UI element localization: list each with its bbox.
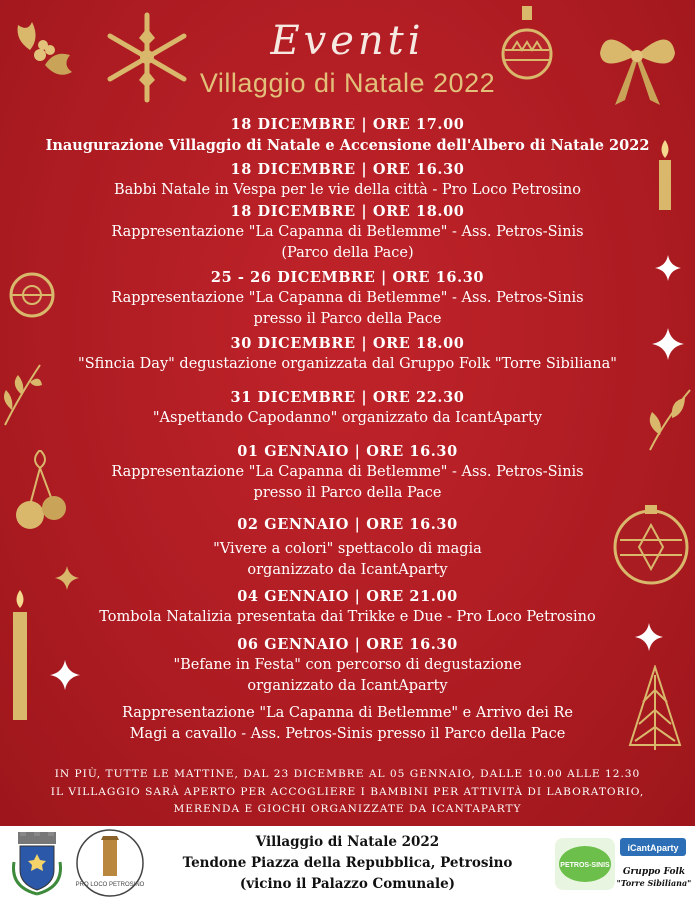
petros-sinis-logo-text: PETROS-SINIS [560, 862, 610, 869]
venue-info [160, 832, 535, 895]
icantaparty-logo-text: iCantAparty [627, 843, 679, 853]
event-heading: 31 DICEMBRE | ORE 22.30 [230, 389, 465, 406]
event-item [20, 586, 675, 628]
event-item [20, 634, 675, 745]
event-description: presso il Parco della Pace [253, 485, 442, 501]
note-line: IL VILLAGGIO SARÀ APERTO PER ACCOGLIERE I BAMBINI PER ATTIVITÀ DI LABORATORIO, [50, 785, 645, 798]
venue-line: Villaggio di Natale 2022 [255, 834, 440, 850]
event-description: "Aspettando Capodanno" organizzato da IcantAparty [152, 410, 543, 426]
event-item [20, 267, 675, 330]
event-description: Babbi Natale in Vespa per le vie della città - Pro Loco Petrosino [113, 182, 581, 198]
page-subtitle: Villaggio di Natale 2022 [199, 68, 496, 98]
event-heading: 06 GENNAIO | ORE 16.30 [237, 636, 458, 653]
proloco-logo-text: PRO LOCO PETROSINO [75, 882, 145, 888]
folk-logo-text: "Torre Sibiliana" [616, 878, 692, 888]
event-description: organizzato da IcantAparty [247, 562, 448, 578]
event-heading: 02 GENNAIO | ORE 16.30 [237, 516, 458, 533]
event-description: Rappresentazione "La Capanna di Betlemme" - Ass. Petros-Sinis [111, 464, 584, 480]
coat-of-arms-logo [10, 832, 64, 896]
event-description: Tombola Natalizia presentata dai Trikke e Due - Pro Loco Petrosino [99, 609, 596, 625]
event-item [20, 387, 675, 429]
event-heading: 18 DICEMBRE | ORE 18.00 [230, 203, 465, 220]
event-description: "Sfincia Day" degustazione organizzata dal Gruppo Folk "Torre Sibiliana" [78, 356, 617, 372]
venue-line: Tendone Piazza della Repubblica, Petrosino [182, 855, 513, 871]
event-description: Inaugurazione Villaggio di Natale e Accensione dell'Albero di Natale 2022 [45, 137, 650, 154]
event-description: "Befane in Festa" con percorso di degustazione [173, 657, 522, 673]
event-description: "Vivere a colori" spettacolo di magia [213, 541, 482, 557]
event-item [20, 159, 675, 201]
event-heading: 04 GENNAIO | ORE 21.00 [237, 588, 458, 605]
proloco-logo [75, 828, 145, 898]
event-description: Rappresentazione "La Capanna di Betlemme" e Arrivo dei Re [122, 705, 573, 721]
petros-sinis-logo [555, 838, 615, 890]
event-description: Rappresentazione "La Capanna di Betlemme" - Ass. Petros-Sinis [111, 224, 584, 240]
event-description: Magi a cavallo - Ass. Petros-Sinis presso il Parco della Pace [129, 726, 566, 742]
note-line: MERENDA E GIOCHI ORGANIZZATE DA ICANTAPARTY [173, 803, 522, 815]
event-description: presso il Parco della Pace [253, 311, 442, 327]
note-line: IN PIÙ, TUTTE LE MATTINE, DAL 23 DICEMBRE AL 05 GENNAIO, DALLE 10.00 ALLE 12.30 [54, 768, 641, 780]
event-heading: 30 DICEMBRE | ORE 18.00 [230, 335, 465, 352]
event-heading: 18 DICEMBRE | ORE 16.30 [230, 161, 465, 178]
event-description: organizzato da IcantAparty [247, 678, 448, 694]
footer-bar [0, 826, 695, 900]
event-list [20, 114, 675, 745]
folk-logo-text: Gruppo Folk [622, 867, 686, 877]
event-item [20, 114, 675, 156]
event-heading: 25 - 26 DICEMBRE | ORE 16.30 [210, 269, 485, 286]
event-heading: 18 DICEMBRE | ORE 17.00 [230, 116, 465, 133]
event-item [20, 514, 675, 581]
event-heading: 01 GENNAIO | ORE 16.30 [237, 443, 458, 460]
event-item [20, 333, 675, 375]
icantaparty-logo [616, 830, 692, 898]
event-description: (Parco della Pace) [281, 245, 414, 261]
event-item [20, 201, 675, 264]
page-title: Eventi [270, 18, 425, 64]
morning-activities-note [20, 766, 675, 819]
event-description: Rappresentazione "La Capanna di Betlemme" - Ass. Petros-Sinis [111, 290, 584, 306]
event-item [20, 441, 675, 504]
venue-line: (vicino il Palazzo Comunale) [239, 876, 456, 892]
